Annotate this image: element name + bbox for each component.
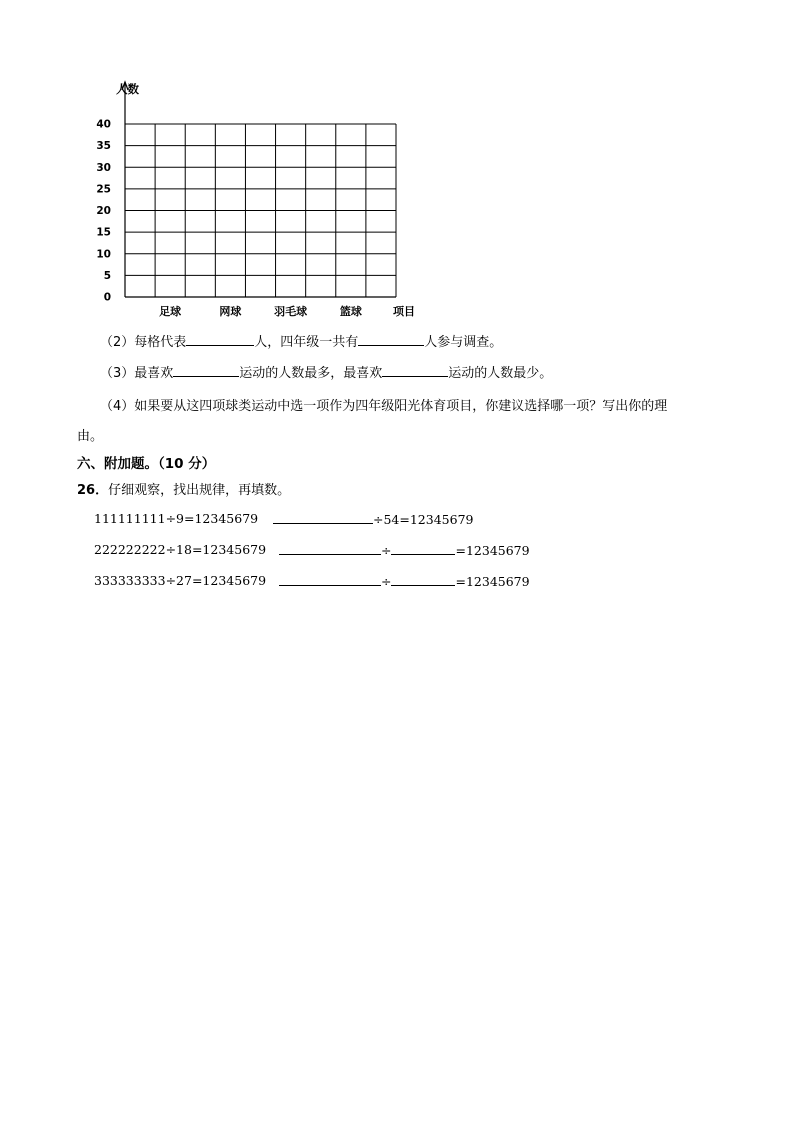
row2-div-sign: ÷ [381,543,392,558]
row3-div-sign: ÷ [381,574,392,589]
y-axis-title: 人数 [116,82,139,96]
question-26-number: 26． [77,483,109,498]
y-axis [96,82,128,304]
y-tick-label: 0 [103,291,111,304]
question-4-line1: （4）如果要从这四项球类运动中选一项作为四年级阳光体育项目，你建议选择哪一项？写出你的理 [100,399,668,414]
row2-dividend-blank[interactable] [279,542,381,555]
row2-result: =12345679 [455,543,530,558]
pattern-answer-row-2 [279,542,530,558]
pattern-answer-row-3 [279,573,530,589]
x-category-label: 篮球 [339,305,362,318]
pattern-given-3: 333333333÷27=12345679 [94,573,267,588]
q3-prefix: （3）最喜欢 [100,366,174,381]
x-category-label: 网球 [219,305,242,318]
q3-blank-most[interactable] [173,364,239,377]
row3-divisor-blank[interactable] [391,573,455,586]
q3-suffix: 运动的人数最少。 [448,366,553,381]
pattern-given-1: 111111111÷9=12345679 [94,511,259,526]
x-category-label: 羽毛球 [274,305,308,318]
q2-prefix: （2）每格代表 [100,335,187,350]
x-category-label: 足球 [159,305,182,318]
question-2 [100,331,502,350]
chart-grid [125,124,396,297]
x-axis [125,297,396,318]
q2-suffix: 人参与调查。 [424,335,503,350]
y-tick-label: 20 [96,205,111,217]
y-tick-label: 35 [96,140,111,153]
question-26 [77,479,290,498]
section-6-title: 六、附加题。（10 分） [77,456,216,472]
y-tick-label: 30 [96,161,111,174]
empty-bar-chart-grid [0,0,794,330]
y-tick-label: 25 [96,183,111,196]
q2-mid: 人，四年级一共有 [254,335,359,350]
x-axis-title: 项目 [393,305,415,318]
row2-divisor-blank[interactable] [391,542,455,555]
pattern-answer-row-1 [273,511,473,527]
y-tick-label: 5 [103,269,111,282]
y-tick-label: 40 [96,118,111,131]
question-4-line2: 由。 [77,429,104,444]
y-tick-label: 10 [96,248,111,261]
row1-dividend-blank[interactable] [273,511,373,524]
q2-blank-per-cell[interactable] [186,333,254,346]
question-3 [100,362,552,381]
y-tick-label: 15 [96,226,111,239]
q3-blank-least[interactable] [382,364,448,377]
pattern-given-2: 222222222÷18=12345679 [94,542,267,557]
q3-mid: 运动的人数最多，最喜欢 [239,366,383,381]
row3-result: =12345679 [455,574,530,589]
question-26-prompt: 仔细观察，找出规律，再填数。 [108,483,291,498]
row3-dividend-blank[interactable] [279,573,381,586]
q2-blank-total[interactable] [358,333,424,346]
row1-op: ÷54=12345679 [373,512,474,527]
